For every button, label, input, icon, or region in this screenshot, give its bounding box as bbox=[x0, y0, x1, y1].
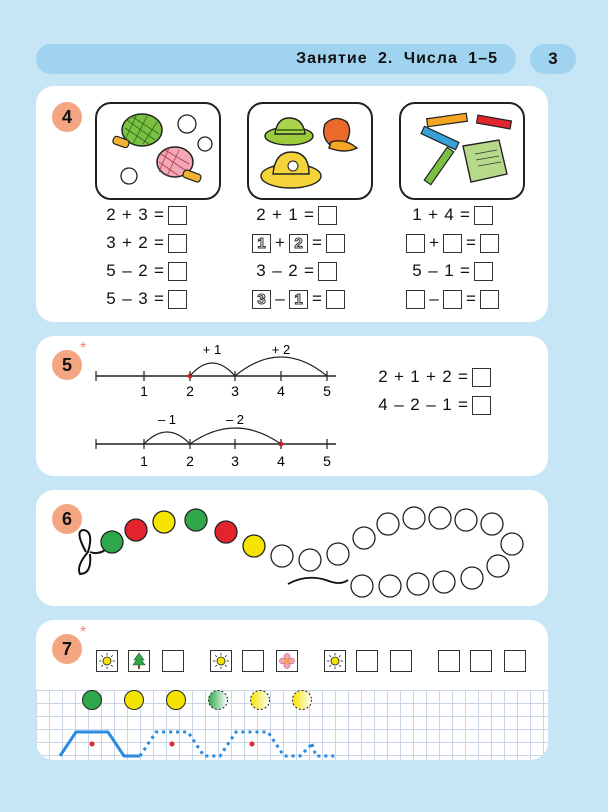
answer-box[interactable] bbox=[168, 234, 187, 253]
circle-yellow bbox=[125, 691, 144, 710]
task-number-badge: 5 bbox=[52, 350, 82, 380]
tree-icon bbox=[130, 652, 148, 670]
bead-empty[interactable] bbox=[377, 513, 399, 535]
bead-red bbox=[125, 519, 147, 541]
empty-box[interactable] bbox=[390, 650, 412, 672]
dotted-path bbox=[140, 732, 312, 756]
sun-box bbox=[210, 650, 232, 672]
empty-box[interactable] bbox=[356, 650, 378, 672]
answer-box[interactable] bbox=[318, 206, 337, 225]
bead-empty[interactable] bbox=[379, 575, 401, 597]
answer-box[interactable] bbox=[480, 290, 499, 309]
task-number-badge: 6 bbox=[52, 504, 82, 534]
circle-yellow bbox=[167, 691, 186, 710]
equation-row: 3 – 1 = bbox=[252, 288, 345, 310]
task-number-badge: 7 bbox=[52, 634, 82, 664]
expression-row: 4 – 2 – 1 = bbox=[376, 394, 491, 416]
empty-box[interactable] bbox=[470, 650, 492, 672]
tick-label: 2 bbox=[186, 453, 194, 469]
answer-box[interactable] bbox=[168, 290, 187, 309]
tick-label: 3 bbox=[231, 383, 239, 399]
number-lines bbox=[36, 336, 366, 476]
star-icon: * bbox=[80, 624, 87, 641]
sun-box bbox=[96, 650, 118, 672]
grid-pattern bbox=[36, 690, 548, 760]
bead-empty[interactable] bbox=[403, 507, 425, 529]
star-icon: * bbox=[80, 340, 87, 357]
string-tail bbox=[288, 578, 348, 584]
answer-box[interactable] bbox=[480, 234, 499, 253]
answer-box[interactable] bbox=[326, 290, 345, 309]
empty-box[interactable] bbox=[438, 650, 460, 672]
flower-box bbox=[276, 650, 298, 672]
equation-row: 5 – 3 = bbox=[104, 288, 187, 310]
tick-label: 1 bbox=[140, 453, 148, 469]
expression-row: 2 + 1 + 2 = bbox=[376, 366, 491, 388]
dotted-number-box: 2 bbox=[289, 234, 308, 253]
flower-icon bbox=[278, 652, 296, 670]
answer-box[interactable] bbox=[168, 206, 187, 225]
empty-box[interactable] bbox=[242, 650, 264, 672]
equation-row: 1 + 2 = bbox=[252, 232, 345, 254]
tree-box bbox=[128, 650, 150, 672]
equation-row: 5 – 2 = bbox=[104, 260, 187, 282]
tick-label: 1 bbox=[140, 383, 148, 399]
answer-box[interactable] bbox=[326, 234, 345, 253]
task-4-card bbox=[36, 86, 548, 322]
solid-path bbox=[60, 732, 140, 756]
task-5-card bbox=[36, 336, 548, 476]
bead-empty[interactable] bbox=[351, 575, 373, 597]
dotted-number-box: 1 bbox=[289, 290, 308, 309]
tick-label: 4 bbox=[277, 383, 285, 399]
equation-row: 1 + 4 = bbox=[410, 204, 493, 226]
circle-green-outline bbox=[209, 691, 228, 710]
bead-empty[interactable] bbox=[327, 543, 349, 565]
picture-ping-pong bbox=[95, 102, 221, 200]
equation-row: 2 + 1 = bbox=[254, 204, 337, 226]
bead-green bbox=[185, 509, 207, 531]
task-7-card bbox=[36, 620, 548, 760]
answer-box[interactable] bbox=[406, 290, 425, 309]
bead-red bbox=[215, 521, 237, 543]
tick-label: 4 bbox=[277, 453, 285, 469]
bead-empty[interactable] bbox=[501, 533, 523, 555]
circle-yellow-outline bbox=[251, 691, 270, 710]
answer-box[interactable] bbox=[474, 262, 493, 281]
bead-empty[interactable] bbox=[271, 545, 293, 567]
equation-row: 3 + 2 = bbox=[104, 232, 187, 254]
circle-green bbox=[83, 691, 102, 710]
page-number: 3 bbox=[530, 44, 576, 74]
bead-yellow bbox=[243, 535, 265, 557]
page-title: Занятие 2. Числа 1–5 bbox=[296, 50, 498, 67]
bead-string bbox=[36, 490, 548, 606]
circle-yellow-outline bbox=[293, 691, 312, 710]
sun-icon bbox=[98, 652, 116, 670]
sun-box bbox=[324, 650, 346, 672]
tick-label: 5 bbox=[323, 453, 331, 469]
bead-yellow bbox=[153, 511, 175, 533]
jump-label: + 2 bbox=[271, 342, 291, 357]
bead-empty[interactable] bbox=[353, 527, 375, 549]
task-number-badge: 4 bbox=[52, 102, 82, 132]
empty-box[interactable] bbox=[162, 650, 184, 672]
bead-empty[interactable] bbox=[433, 571, 455, 593]
jump-label: + 1 bbox=[202, 342, 222, 357]
equation-row: 3 – 2 = bbox=[254, 260, 337, 282]
equation-row: 5 – 1 = bbox=[410, 260, 493, 282]
equation-row: 2 + 3 = bbox=[104, 204, 187, 226]
hats-icon bbox=[249, 104, 371, 198]
picture-pencils-notebook bbox=[399, 102, 525, 200]
ping-pong-icon bbox=[97, 104, 219, 198]
answer-box[interactable] bbox=[443, 290, 462, 309]
bead-green bbox=[101, 531, 123, 553]
bead-empty[interactable] bbox=[487, 555, 509, 577]
jump-label: – 1 bbox=[157, 412, 177, 427]
jump-label: – 2 bbox=[225, 412, 245, 427]
answer-box[interactable] bbox=[472, 396, 491, 415]
answer-box[interactable] bbox=[168, 262, 187, 281]
bead-empty[interactable] bbox=[407, 573, 429, 595]
bead-empty[interactable] bbox=[455, 509, 477, 531]
dotted-number-box: 1 bbox=[252, 234, 271, 253]
tick-label: 5 bbox=[323, 383, 331, 399]
bead-empty[interactable] bbox=[429, 507, 451, 529]
answer-box[interactable] bbox=[474, 206, 493, 225]
answer-box[interactable] bbox=[472, 368, 491, 387]
answer-box[interactable] bbox=[406, 234, 425, 253]
empty-box[interactable] bbox=[504, 650, 526, 672]
jump-arc bbox=[144, 432, 190, 444]
pencils-icon bbox=[401, 104, 523, 198]
answer-box[interactable] bbox=[318, 262, 337, 281]
sun-icon bbox=[212, 652, 230, 670]
dotted-number-box: 3 bbox=[252, 290, 271, 309]
bead-empty[interactable] bbox=[481, 513, 503, 535]
bow-icon bbox=[79, 530, 90, 574]
equation-row: + = bbox=[406, 232, 499, 254]
bead-empty[interactable] bbox=[299, 549, 321, 571]
grid-paper bbox=[36, 690, 548, 760]
answer-box[interactable] bbox=[443, 234, 462, 253]
task-6-card bbox=[36, 490, 548, 606]
tick-label: 3 bbox=[231, 453, 239, 469]
tick-label: 2 bbox=[186, 383, 194, 399]
sun-icon bbox=[326, 652, 344, 670]
bead-empty[interactable] bbox=[461, 567, 483, 589]
picture-hats bbox=[247, 102, 373, 200]
jump-arc bbox=[190, 363, 235, 376]
equation-row: – = bbox=[406, 288, 499, 310]
header-bar bbox=[36, 44, 516, 74]
